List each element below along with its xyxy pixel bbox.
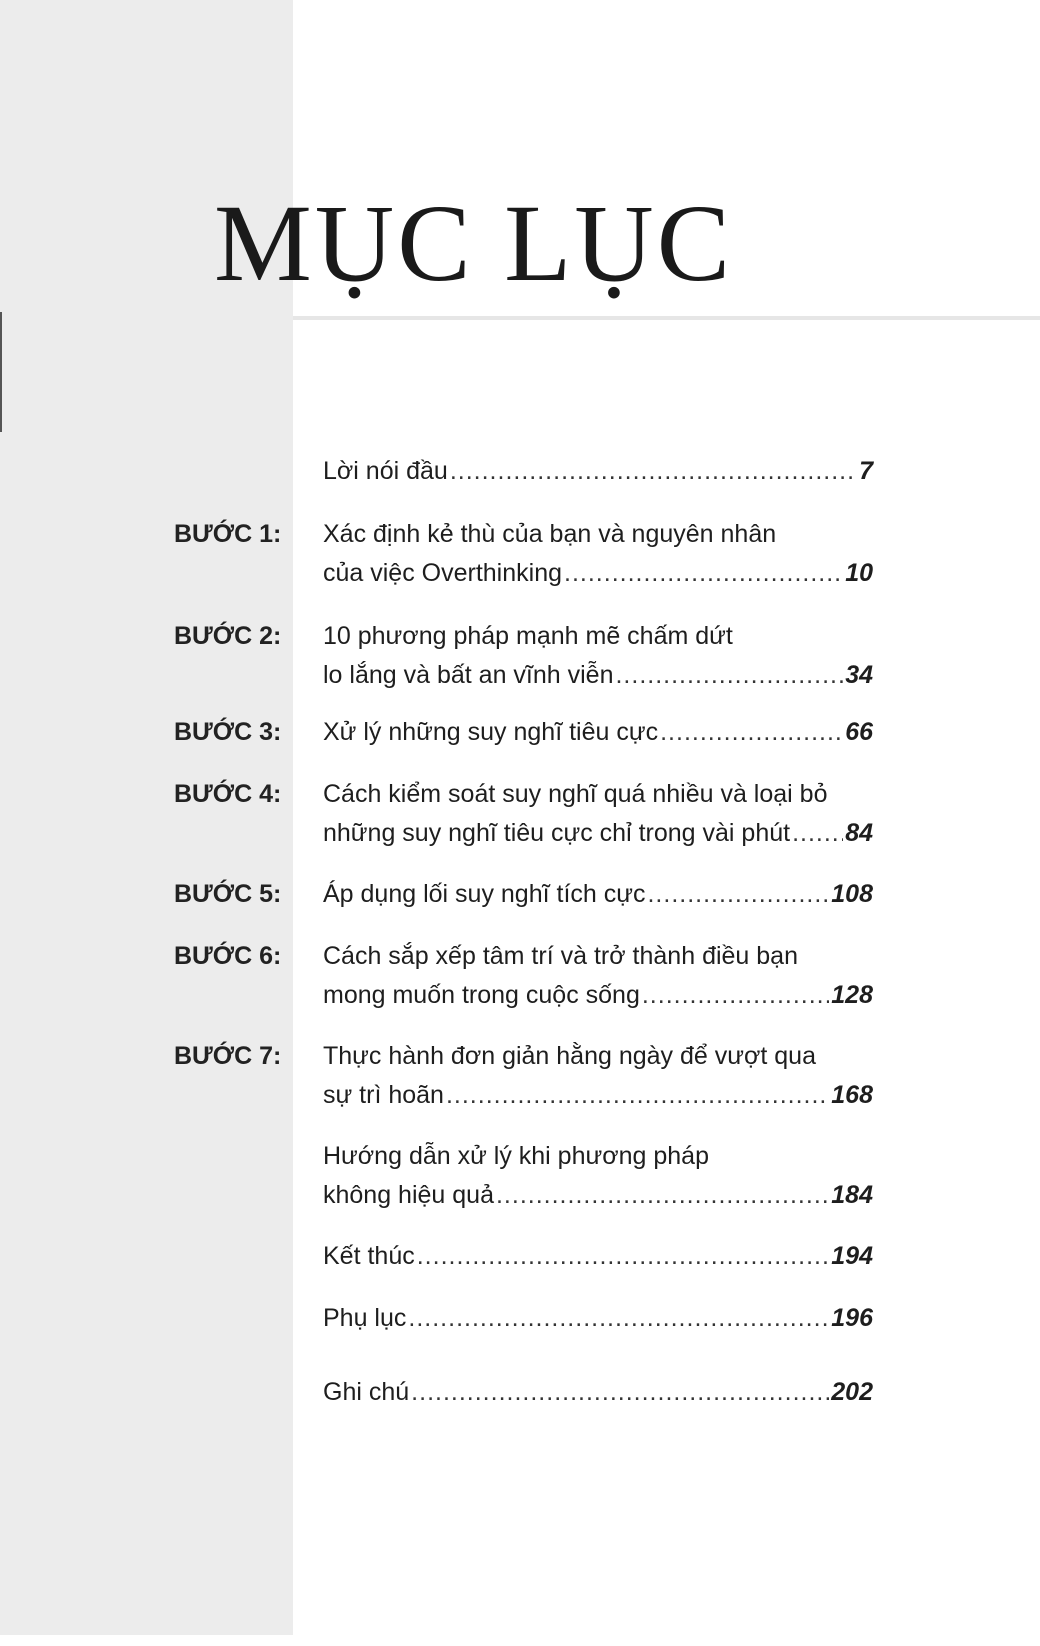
page-number: 66 — [845, 718, 873, 746]
toc-entry-text — [323, 875, 873, 914]
toc-entry-line — [323, 554, 873, 593]
dot-leader — [417, 1237, 830, 1276]
toc-entry-text — [323, 1137, 873, 1215]
left-edge-mark — [0, 312, 2, 432]
toc-entry-line: Cách kiểm soát suy nghĩ quá nhiều và loại bỏ — [323, 780, 828, 808]
toc-entry-line: Hướng dẫn xử lý khi phương pháp — [323, 1142, 709, 1170]
toc-entry-line: Xác định kẻ thù của bạn và nguyên nhân — [323, 520, 777, 548]
toc-entry-title: của việc Overthinking — [323, 559, 563, 587]
toc-entry-text — [323, 713, 873, 752]
toc-entry-title: không hiệu quả — [323, 1181, 494, 1209]
toc-step-label: BƯỚC 6: — [174, 942, 282, 970]
toc-entry-title: sự trì hoãn — [323, 1081, 444, 1109]
toc-entry-line: Cách sắp xếp tâm trí và trở thành điều bạn — [323, 942, 798, 970]
toc-entry-text — [323, 1237, 873, 1276]
toc-entry-title: Áp dụng lối suy nghĩ tích cực — [323, 880, 646, 908]
toc-entry-text — [323, 775, 873, 853]
toc-step-label: BƯỚC 1: — [174, 520, 282, 548]
page-title: MỤC LỤC — [214, 182, 734, 304]
toc-entry-line: Thực hành đơn giản hằng ngày để vượt qua — [323, 1042, 816, 1070]
toc-entry-text — [323, 1373, 873, 1412]
toc-entry-title: Xử lý những suy nghĩ tiêu cực — [323, 718, 659, 746]
toc-step-label: BƯỚC 7: — [174, 1042, 282, 1070]
page-number: 196 — [831, 1304, 873, 1332]
dot-leader — [792, 814, 843, 853]
dot-leader — [647, 875, 829, 914]
toc-step-label: BƯỚC 4: — [174, 780, 282, 808]
toc-entry-title: Phụ lục — [323, 1304, 407, 1332]
page-number: 7 — [859, 457, 873, 485]
toc-step-label: BƯỚC 2: — [174, 622, 282, 650]
dot-leader — [660, 713, 843, 752]
page-number: 202 — [831, 1378, 873, 1406]
dot-leader — [408, 1299, 829, 1338]
toc-step-label: BƯỚC 3: — [174, 718, 282, 746]
page-number: 10 — [845, 559, 873, 587]
toc-entry-text — [323, 937, 873, 1015]
page-number: 34 — [845, 661, 873, 689]
toc-entry-text — [323, 1299, 873, 1338]
dot-leader — [642, 976, 829, 1015]
toc-entry-text — [323, 452, 873, 491]
page-number: 84 — [845, 819, 873, 847]
toc-entry-title: những suy nghĩ tiêu cực chỉ trong vài phút — [323, 819, 791, 847]
toc-entry-text — [323, 617, 873, 695]
toc-entry-line — [323, 1076, 873, 1115]
toc-entry-line — [323, 875, 873, 914]
toc-entry-line — [323, 976, 873, 1015]
page-number: 128 — [831, 981, 873, 1009]
toc-entry-line — [323, 713, 873, 752]
toc-entry-title: Kết thúc — [323, 1242, 415, 1270]
page-number: 194 — [831, 1242, 873, 1270]
page-number: 168 — [831, 1081, 873, 1109]
toc-entry-title: mong muốn trong cuộc sống — [323, 981, 640, 1009]
title-rule — [293, 316, 1040, 320]
dot-leader — [450, 452, 857, 491]
dot-leader — [496, 1176, 829, 1215]
dot-leader — [564, 554, 843, 593]
toc-entry-title: Ghi chú — [323, 1378, 410, 1406]
toc-entry-text — [323, 1037, 873, 1115]
toc-entry-title: lo lắng và bất an vĩnh viễn — [323, 661, 614, 689]
toc-entry-line — [323, 814, 873, 853]
toc-entry-line — [323, 1176, 873, 1215]
dot-leader — [411, 1373, 829, 1412]
toc-entry-line — [323, 1237, 873, 1276]
dot-leader — [615, 656, 843, 695]
toc-entry-line — [323, 1373, 873, 1412]
toc-entry-line: 10 phương pháp mạnh mẽ chấm dứt — [323, 622, 733, 650]
page-number: 108 — [831, 880, 873, 908]
toc-entry-line — [323, 656, 873, 695]
dot-leader — [446, 1076, 829, 1115]
toc-entry-text — [323, 515, 873, 593]
toc-entry-line — [323, 1299, 873, 1338]
toc-entry-title: Lời nói đầu — [323, 457, 448, 485]
toc-entry-line — [323, 452, 873, 491]
page-number: 184 — [831, 1181, 873, 1209]
toc-step-label: BƯỚC 5: — [174, 880, 282, 908]
